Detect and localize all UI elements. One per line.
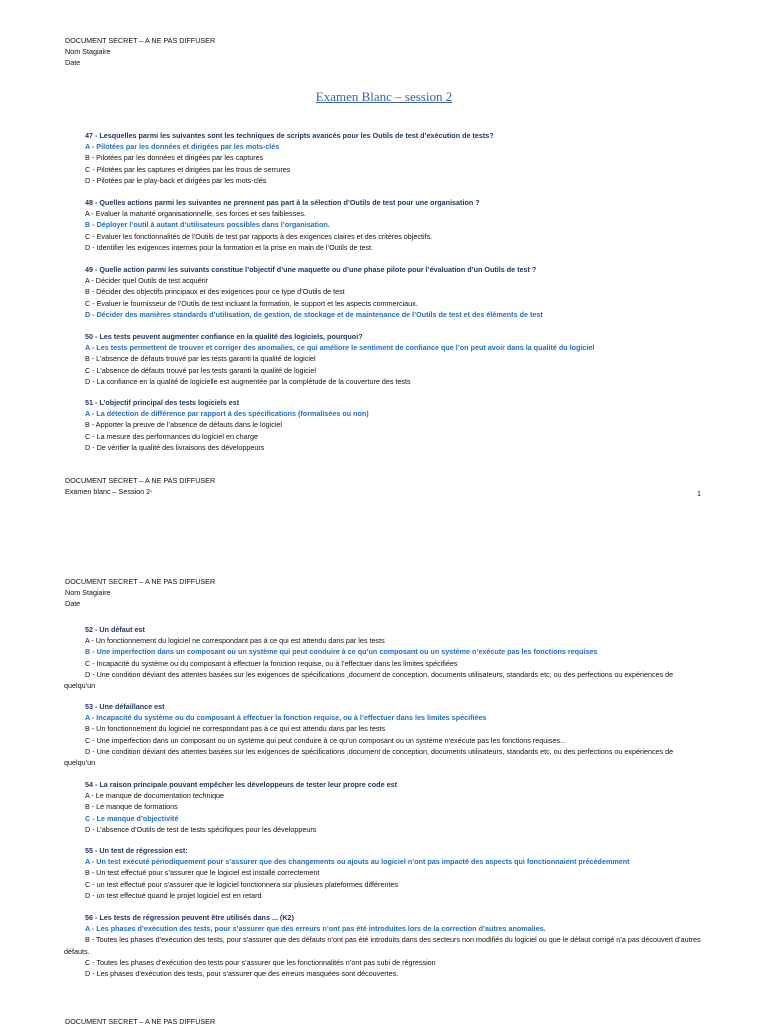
page2-header bbox=[65, 576, 215, 610]
answer-d: D - Les phases d’exécution des tests, pour s’assurer que des erreurs masquées sont découvertes. bbox=[85, 969, 399, 979]
answer-c: C - Pilotées par les captures et dirigées par les trous de serrures bbox=[85, 164, 291, 174]
answer-c: C - La mesure des performances du logiciel en charge bbox=[85, 431, 258, 441]
footer-exam-label: Examen blanc – Session 2- bbox=[65, 487, 153, 497]
question-47 bbox=[85, 130, 725, 186]
question-text: 54 - La raison principale pouvant empêcher les développeurs de tester leur propre code est bbox=[85, 780, 397, 789]
question-51 bbox=[85, 397, 725, 453]
answer-a: A - Un fonctionnement du logiciel ne correspondant pas à ce qui est attendu dans par les tests bbox=[85, 636, 385, 646]
header-confidential: DOCUMENT SECRET – A NE PAS DIFFUSER bbox=[65, 36, 216, 45]
answer-a: A - Les tests permettent de trouver et corriger des anomalies, ce qui améliore le sentiment de confiance que l’on peut avoir dans la qualité du logiciel bbox=[85, 343, 595, 353]
answer-a: A - Décider quel Outils de test acquérir bbox=[85, 276, 209, 286]
answer-d: D - un test effectué quand le projet logiciel est en retard bbox=[85, 890, 262, 900]
question-48 bbox=[85, 197, 725, 253]
question-text: 56 - Les tests de régression peuvent être utilisés dans ... (K2) bbox=[85, 913, 294, 922]
answer-b: B - Le manque de formations bbox=[85, 802, 178, 812]
footer-confidential: DOCUMENT SECRET – A NE PAS DIFFUSER bbox=[65, 476, 216, 485]
question-54 bbox=[64, 779, 704, 835]
answer-c: C - Le manque d’objectivité bbox=[85, 813, 179, 823]
header-trainee-name: Nom Stagiaire bbox=[65, 588, 111, 598]
answer-b: B - L’absence de défauts trouvé par les tests garanti la qualité de logiciel bbox=[85, 354, 316, 364]
answer-c: C - Evaluer le fournisseur de l’Outils de test incluant la formation, le support et les aspects commerciaux. bbox=[85, 298, 418, 308]
question-text: 47 - Lesquelles parmi les suivantes sont les techniques de scripts avancés pour les Outils de test d’exécution de tests? bbox=[85, 131, 494, 140]
answer-a: A - La détection de différence par rapport à des spécifications (formalisées ou non) bbox=[85, 409, 369, 419]
answer-a: A - Un test exécuté périodiquement pour s’assurer que des changements ou ajouts au logiciel n’ont pas impacté des aspects qui fonctionnaient précédemment bbox=[85, 857, 630, 867]
answer-d: D - Décider des manières standards d’utilisation, de gestion, de stockage et de maintenance de l’Outils de test et des éléments de test bbox=[85, 309, 543, 319]
answer-a: A - Incapacité du système ou du composant à effectuer la fonction requise, ou à l’effectuer dans les limites spécifiées bbox=[85, 713, 487, 723]
question-text: 53 - Une défaillance est bbox=[85, 702, 165, 711]
question-49 bbox=[85, 264, 725, 320]
question-56 bbox=[64, 912, 704, 979]
answer-c: C - L’absence de défauts trouvé par les tests garanti la qualité de logiciel bbox=[85, 365, 316, 375]
answer-d: D - Pilotées par le play-back et dirigées par les mots-clés bbox=[85, 175, 267, 185]
answer-d: D - L’absence d’Outils de test de tests spécifiques pour les développeurs bbox=[85, 824, 317, 834]
answer-d: D - De vérifier la qualité des livraisons des développeurs bbox=[85, 442, 265, 452]
answer-c: C - Une imperfection dans un composant ou un système qui peut conduire à ce qu’un composant ou un système n’exécute pas les fonctions requises... bbox=[85, 735, 567, 745]
header-confidential: DOCUMENT SECRET – A NE PAS DIFFUSER bbox=[65, 577, 216, 586]
answer-d: D - Identifier les exigences internes pour la formation et la prise en main de l’Outils de test. bbox=[85, 242, 374, 252]
question-text: 49 - Quelle action parmi les suivants constitue l’objectif d’une maquette ou d’une phase pilote pour l’évaluation d’un Outils de test ? bbox=[85, 265, 537, 274]
footer-confidential: DOCUMENT SECRET – A NE PAS DIFFUSER bbox=[65, 1017, 216, 1026]
answer-b: B - Pilotées par les données et dirigées par les captures bbox=[85, 153, 264, 163]
header-date: Date bbox=[65, 58, 81, 68]
answer-a: A - Le manque de documentation technique bbox=[85, 791, 225, 801]
answer-d: D - Une condition déviant des attentes basées sur les exigences de spécifications ,document de conception, documents utilisateurs, standards etc, ou des perfections ou expériences de quelqu’un bbox=[64, 669, 674, 691]
answer-b: B - Déployer l’outil à autant d’utilisateurs possibles dans l’organisation. bbox=[85, 220, 330, 230]
question-text: 51 - L’objectif principal des tests logiciels est bbox=[85, 398, 240, 407]
question-text: 52 - Un défaut est bbox=[85, 625, 145, 634]
answer-c: C - Evaluer les fonctionnalités de l’Outils de test par rapports à des exigences claires et des critères objectifs. bbox=[85, 231, 433, 241]
page1-header bbox=[65, 35, 215, 69]
answer-b: B - Décider des objectifs principaux et des exigences pour ce type d’Outils de test bbox=[85, 287, 345, 297]
question-50 bbox=[85, 331, 725, 387]
answer-a: A - Pilotées par les données et dirigées par les mots-clés bbox=[85, 142, 280, 152]
answer-b: B - Apporter la preuve de l’absence de défauts dans le logiciel bbox=[85, 420, 282, 430]
answer-d: D - Une condition déviant des attentes basées sur les exigences de spécifications ,document de conception, documents utilisateurs, standards etc, ou des perfections ou expériences de quelqu’un bbox=[64, 746, 674, 768]
answer-b: B - Toutes les phases d’exécution des tests, pour s’assurer que des défauts n’ont pas été introduits dans des secteurs non modifiés du logiciel ou que le défaut corrigé n’a pas découvert d’autres défauts. bbox=[64, 935, 701, 956]
answer-a: A - Les phases d’exécution des tests, pour s’assurer que des erreurs n’ont pas été introduites lors de la correction d’autres anomalies. bbox=[85, 924, 546, 934]
question-text: 50 - Les tests peuvent augmenter confiance en la qualité des logiciels, pourquoi? bbox=[85, 332, 363, 341]
page1-footer bbox=[65, 475, 215, 497]
answer-b: B - Un test effectué pour s’assurer que le logiciel est installé correctement bbox=[85, 868, 320, 878]
question-text: 55 - Un test de régression est: bbox=[85, 846, 188, 855]
page2-footer bbox=[65, 1016, 215, 1027]
answer-d: D - La confiance en la qualité de logicielle est augmentée par la complétude de la couverture des tests bbox=[85, 376, 411, 386]
page-number: 1 bbox=[697, 489, 701, 498]
question-55 bbox=[64, 845, 704, 901]
question-53 bbox=[64, 701, 704, 768]
answer-a: A - Evaluer la maturité organisationnelle, ses forces et ses faiblesses. bbox=[85, 209, 306, 219]
answer-c: C - un test effectué pour s’assurer que le logiciel fonctionnera sur plusieurs plateformes différentes bbox=[85, 879, 398, 889]
question-52 bbox=[64, 624, 704, 691]
exam-title: Examen Blanc – session 2 bbox=[315, 89, 453, 104]
question-text: 48 - Quelles actions parmi les suivantes ne prennent pas part à la sélection d’Outils de test pour une organisation ? bbox=[85, 198, 480, 207]
header-date: Date bbox=[65, 599, 81, 609]
answer-c: C - Incapacité du système ou du composant à effectuer la fonction requise, ou à l’effectuer dans les limites spécifiées bbox=[85, 658, 458, 668]
answer-b: B - Une imperfection dans un composant ou un système qui peut conduire à ce qu’un composant ou un système n’exécute pas les fonctions requises bbox=[85, 647, 598, 657]
answer-c: C - Toutes les phases d’exécution des tests pour s’assurer que les fonctionnalités n’ont pas subi de régression bbox=[85, 957, 436, 967]
header-trainee-name: Nom Stagiaire bbox=[65, 47, 111, 57]
answer-b: B - Un fonctionnement du logiciel ne correspondant pas à ce qui est attendu dans par les tests bbox=[85, 724, 386, 734]
